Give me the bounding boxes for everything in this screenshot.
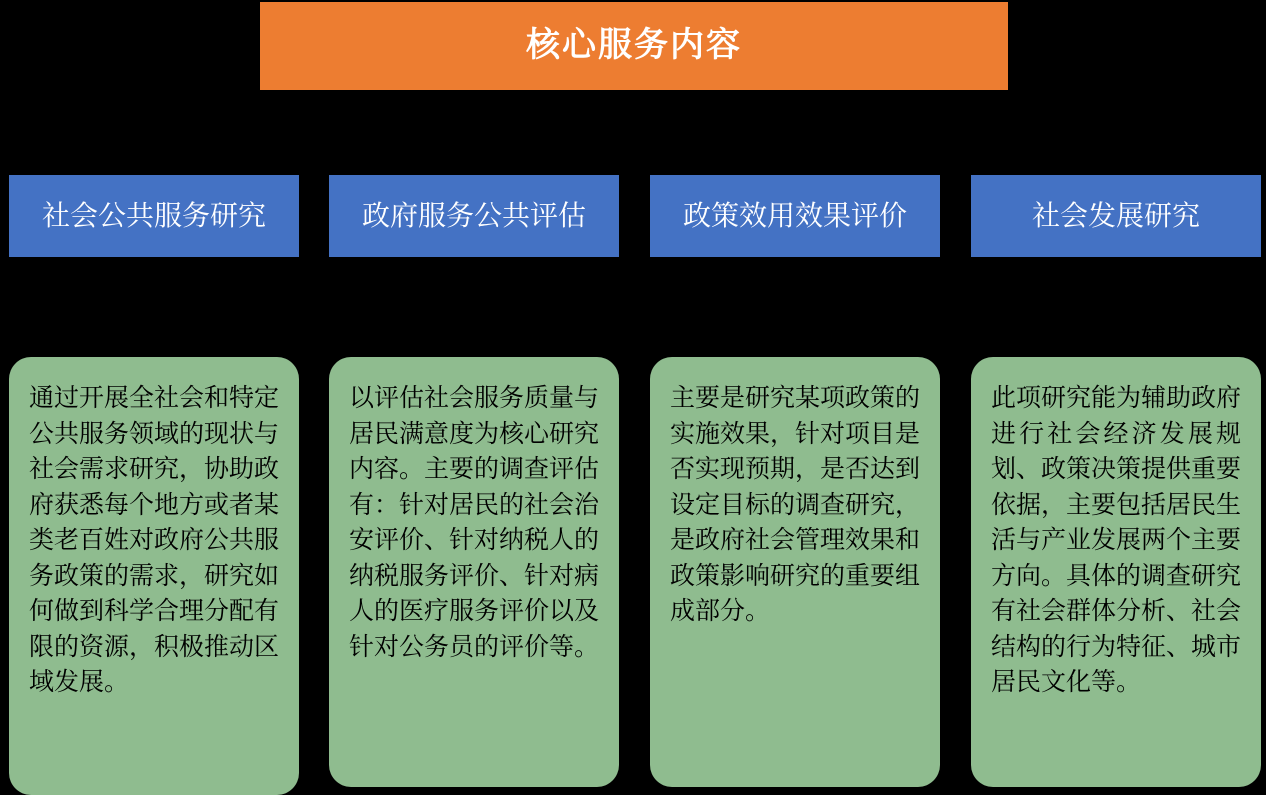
column-body-text: 以评估社会服务质量与居民满意度为核心研究内容。主要的调查评估有：针对居民的社会治安评价、针对纳税人的纳税服务评价、针对病人的医疗服务评价以及针对公务员的评价等。 (349, 384, 600, 661)
column-body (650, 357, 940, 787)
column-body-text: 此项研究能为辅助政府进行社会经济发展规划、政策决策提供重要依据，主要包括居民生活与产业发展两个主要方向。具体的调查研究有社会群体分析、社会结构的行为特征、城市居民文化等。 (991, 384, 1242, 696)
column-header (971, 175, 1261, 257)
diagram-title: 核心服务内容 (526, 26, 742, 65)
column-header-label: 社会公共服务研究 (41, 199, 266, 231)
column-body (329, 357, 619, 787)
column-body-text: 主要是研究某项政策的实施效果，针对项目是否实现预期，是否达到设定目标的调查研究，是政府社会管理效果和政策影响研究的重要组成部分。 (670, 384, 921, 625)
column-policy-effect-evaluation (650, 175, 940, 787)
column-header (650, 175, 940, 257)
column-body (971, 357, 1261, 787)
column-body-text: 通过开展全社会和特定公共服务领域的现状与社会需求研究，协助政府获悉每个地方或者某类老百姓对政府公共服务政策的需求，研究如何做到科学合理分配有限的资源，积极推动区域发展。 (29, 384, 280, 696)
column-social-development-research (971, 175, 1261, 787)
column-header-label: 政策效用效果评价 (682, 199, 907, 231)
column-header-label: 政府服务公共评估 (361, 199, 586, 231)
column-government-service-public-evaluation (329, 175, 619, 787)
column-social-public-service-research (9, 175, 299, 795)
column-header (9, 175, 299, 257)
column-header-label: 社会发展研究 (1031, 199, 1200, 231)
column-body (9, 357, 299, 795)
column-header (329, 175, 619, 257)
title-banner (260, 2, 1008, 90)
